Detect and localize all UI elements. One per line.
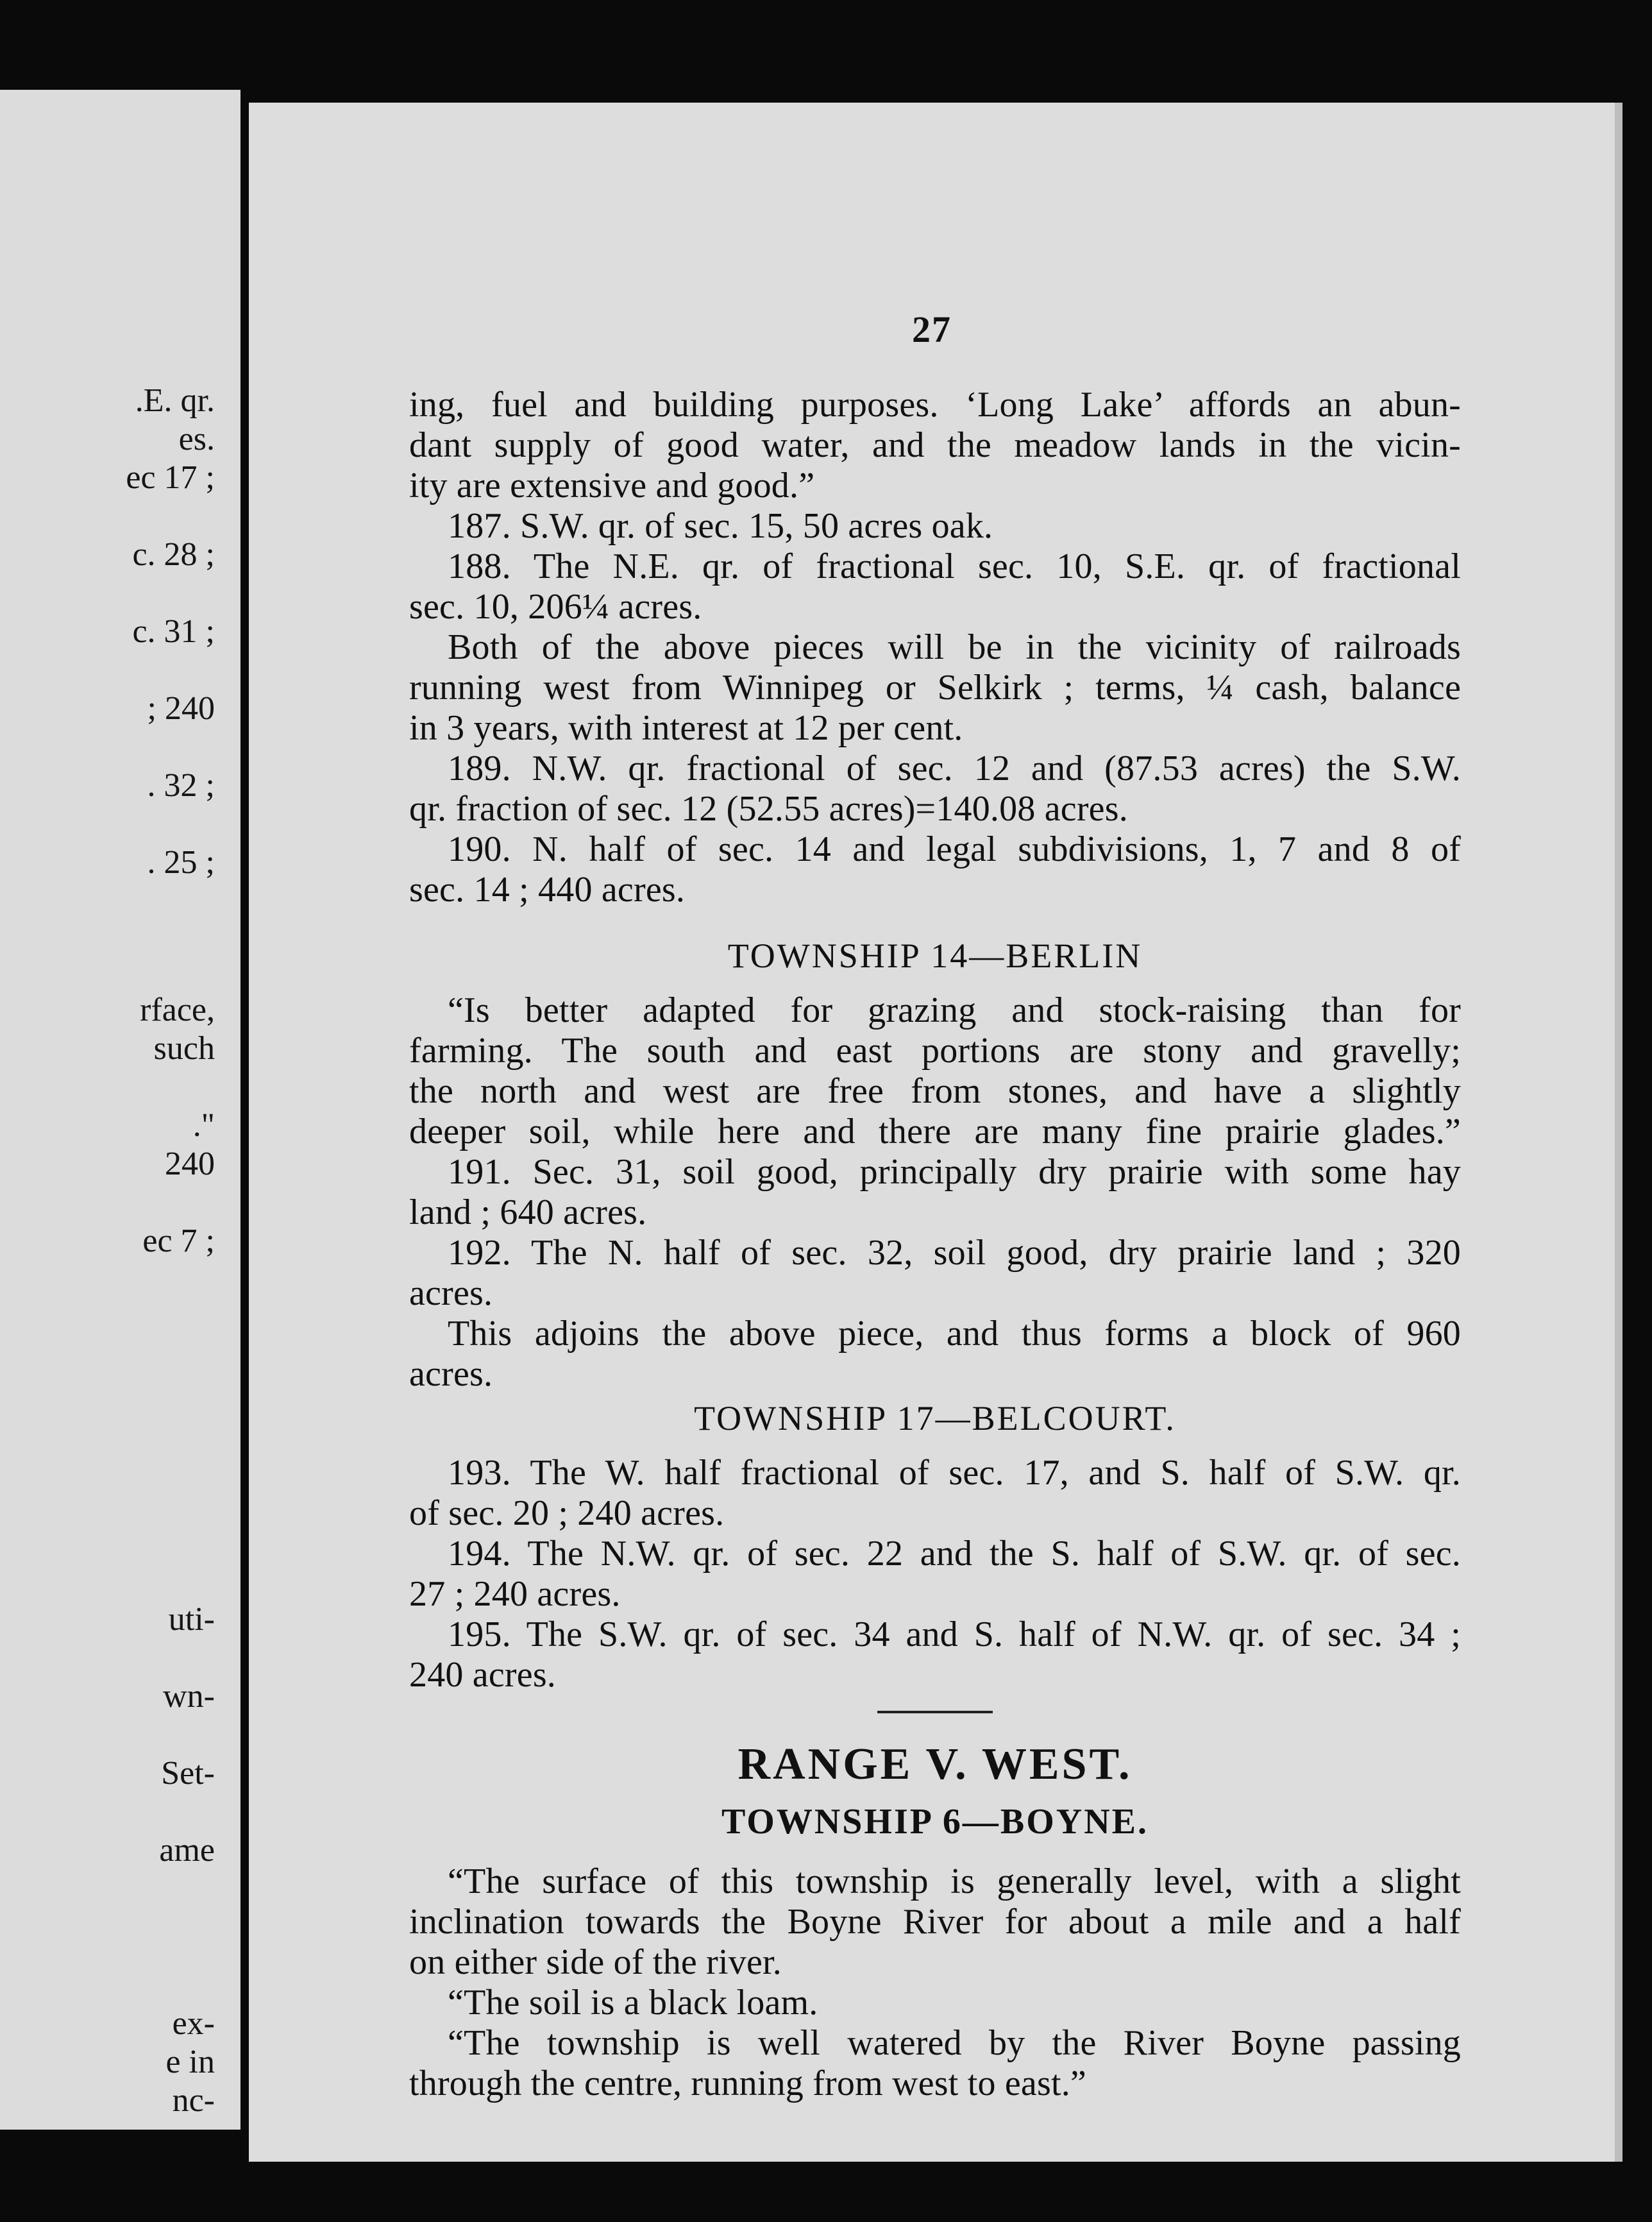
township-heading: TOWNSHIP 14—BERLIN	[727, 937, 1143, 975]
text-line: sec. 14 ; 440 acres.	[409, 870, 686, 910]
page-number: 27	[912, 309, 952, 350]
text-line: “The surface of this township is generally level, with a slight	[448, 1862, 1461, 1901]
township-heading: TOWNSHIP 6—BOYNE.	[721, 1802, 1149, 1842]
lot-entry: 194. The N.W. qr. of sec. 22 and the S. half of S.W. qr. of sec.	[448, 1534, 1461, 1573]
left-fragment-line: ex-	[172, 2005, 215, 2042]
left-fragment-line: c. 31 ;	[132, 613, 215, 650]
left-fragment-line: such	[153, 1030, 215, 1067]
left-fragment-line: ame	[159, 1832, 215, 1869]
left-fragment-line: . 32 ;	[147, 767, 215, 804]
left-fragment-line: c. 28 ;	[132, 536, 215, 573]
book-page	[249, 103, 1615, 2162]
left-fragment-line: uti-	[168, 1601, 215, 1638]
left-fragment-line: . 25 ;	[147, 844, 215, 881]
left-fragment-line: rface,	[140, 992, 215, 1028]
text-line: running west from Winnipeg or Selkirk ; terms, ¼ cash, balance	[409, 668, 1461, 708]
range-heading: RANGE V. WEST.	[738, 1740, 1133, 1789]
left-page-fragment	[0, 90, 240, 2130]
text-line: acres.	[409, 1354, 493, 1394]
lot-entry: 189. N.W. qr. fractional of sec. 12 and (87.53 acres) the S.W.	[448, 749, 1461, 788]
left-fragment-line: ; 240	[147, 690, 215, 727]
left-fragment-line: ."	[192, 1107, 215, 1144]
text-line: This adjoins the above piece, and thus forms a block of 960	[448, 1314, 1461, 1353]
lot-entry: 190. N. half of sec. 14 and legal subdivisions, 1, 7 and 8 of	[448, 829, 1461, 869]
left-fragment-line: es.	[178, 421, 215, 457]
text-line: dant supply of good water, and the meadow lands in the vicin-	[409, 425, 1461, 465]
text-line: qr. fraction of sec. 12 (52.55 acres)=140.08 acres.	[409, 789, 1128, 829]
township-heading: TOWNSHIP 17—BELCOURT.	[694, 1399, 1176, 1438]
text-line: ing, fuel and building purposes. ‘Long Lake’ affords an abun-	[409, 385, 1461, 425]
text-line: land ; 640 acres.	[409, 1192, 647, 1232]
text-line: farming. The south and east portions are stony and gravelly;	[409, 1031, 1461, 1071]
lot-entry: 191. Sec. 31, soil good, principally dry prairie with some hay	[448, 1152, 1461, 1192]
left-fragment-line: .E. qr.	[135, 382, 215, 419]
text-line: inclination towards the Boyne River for about a mile and a half	[409, 1902, 1461, 1942]
section-divider	[877, 1711, 993, 1713]
text-line: through the centre, running from west to east.”	[409, 2064, 1086, 2103]
text-line: 240 acres.	[409, 1655, 557, 1695]
text-line: acres.	[409, 1273, 493, 1313]
left-fragment-line: ec 7 ;	[142, 1223, 215, 1259]
lot-entry: 195. The S.W. qr. of sec. 34 and S. half of N.W. qr. of sec. 34 ;	[448, 1615, 1461, 1654]
text-line: “The soil is a black loam.	[448, 1983, 818, 2023]
text-line: the north and west are free from stones, and have a slightly	[409, 1071, 1461, 1111]
text-line: “The township is well watered by the River Boyne passing	[448, 2023, 1461, 2063]
text-line: on either side of the river.	[409, 1942, 782, 1982]
lot-entry: 188. The N.E. qr. of fractional sec. 10, S.E. qr. of fractional	[448, 547, 1461, 586]
text-line: of sec. 20 ; 240 acres.	[409, 1493, 725, 1533]
text-line: in 3 years, with interest at 12 per cent.	[409, 708, 963, 748]
page-text	[409, 385, 1461, 2104]
text-line: sec. 10, 206¼ acres.	[409, 587, 702, 627]
left-fragment-line: ec 17 ;	[126, 459, 215, 496]
lot-entry: 192. The N. half of sec. 32, soil good, dry prairie land ; 320	[448, 1233, 1461, 1273]
lot-entry: 193. The W. half fractional of sec. 17, and S. half of S.W. qr.	[448, 1453, 1461, 1493]
left-fragment-line: 240	[165, 1146, 215, 1182]
left-fragment-line: wn-	[163, 1678, 215, 1715]
text-line: Both of the above pieces will be in the vicinity of railroads	[448, 627, 1461, 667]
left-fragment-line: nc-	[172, 2082, 215, 2119]
left-fragment-line: Set-	[161, 1755, 215, 1792]
left-fragment-line: e in	[165, 2044, 215, 2080]
text-line: ity are extensive and good.”	[409, 466, 815, 505]
page-edge-shadow	[1615, 103, 1622, 2162]
text-line: 27 ; 240 acres.	[409, 1574, 621, 1614]
lot-entry: 187. S.W. qr. of sec. 15, 50 acres oak.	[448, 506, 993, 546]
text-line: deeper soil, while here and there are many fine prairie glades.”	[409, 1112, 1461, 1151]
text-line: “Is better adapted for grazing and stock-raising than for	[448, 990, 1461, 1030]
